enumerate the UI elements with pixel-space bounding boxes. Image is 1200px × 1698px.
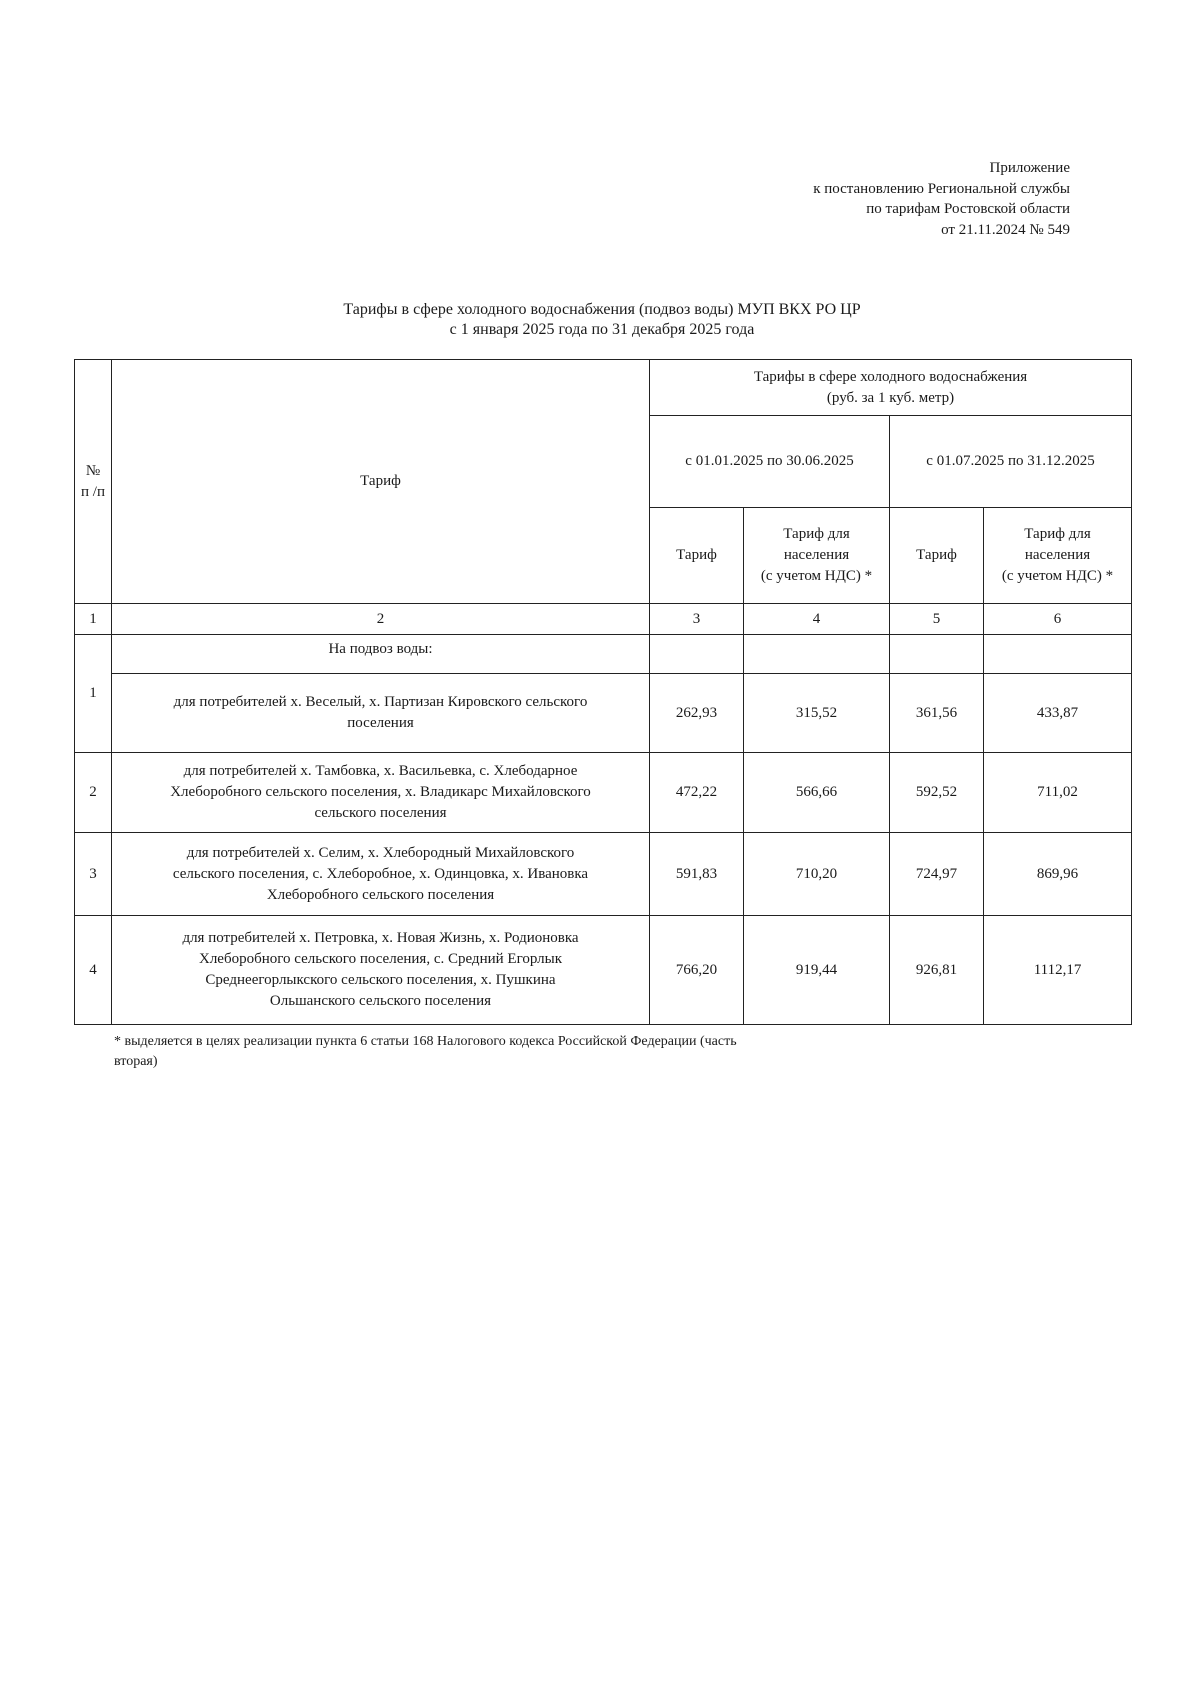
footnote: * выделяется в целях реализации пункта 6 статьи 168 Налогового кодекса Российской Федерации (часть вторая) xyxy=(114,1034,737,1069)
header-sub-tariff: Тариф xyxy=(890,508,984,604)
title-line: Тарифы в сфере холодного водоснабжения (подвоз воды) МУП ВКХ РО ЦР xyxy=(343,301,861,318)
header-period-1: с 01.01.2025 по 30.06.2025 xyxy=(650,416,890,508)
table-row xyxy=(75,833,1132,916)
empty-cell xyxy=(650,635,744,674)
population-tariff-value: 315,52 xyxy=(744,674,890,753)
column-number: 5 xyxy=(890,604,984,635)
column-number: 1 xyxy=(75,604,112,635)
population-tariff-value: 711,02 xyxy=(984,753,1132,833)
appendix-date-number: от 21.11.2024 № 549 xyxy=(941,221,1070,238)
empty-cell xyxy=(984,635,1132,674)
empty-cell xyxy=(890,635,984,674)
section-row xyxy=(75,635,1132,674)
row-description: для потребителей х. Селим, х. Хлебородный Михайловского сельского поселения, с. Хлеборобное, х. Одинцовка, х. Ивановка Хлеборобного сельского поселения xyxy=(112,833,650,916)
tariff-value: 591,83 xyxy=(650,833,744,916)
population-tariff-value: 869,96 xyxy=(984,833,1132,916)
column-number: 3 xyxy=(650,604,744,635)
appendix-block xyxy=(813,158,1070,240)
header-num: № п /п xyxy=(75,360,112,604)
row-number: 4 xyxy=(75,916,112,1025)
header-sub-population: Тариф для населения (с учетом НДС) * xyxy=(744,508,890,604)
row-description: для потребителей х. Петровка, х. Новая Жизнь, х. Родионовка Хлеборобного сельского поселения, с. Средний Егорлык Среднеегорлыкского сельского поселения, х. Пушкина Ольшанского сельского поселения xyxy=(112,916,650,1025)
header-tariff: Тариф xyxy=(112,360,650,604)
tariff-value: 724,97 xyxy=(890,833,984,916)
column-number: 6 xyxy=(984,604,1132,635)
population-tariff-value: 1112,17 xyxy=(984,916,1132,1025)
empty-cell xyxy=(744,635,890,674)
header-sub-population: Тариф для населения (с учетом НДС) * xyxy=(984,508,1132,604)
header-sub-tariff: Тариф xyxy=(650,508,744,604)
population-tariff-value: 433,87 xyxy=(984,674,1132,753)
row-number: 3 xyxy=(75,833,112,916)
header-period-2: с 01.07.2025 по 31.12.2025 xyxy=(890,416,1132,508)
appendix-line: к постановлению Региональной службы xyxy=(813,180,1070,197)
tariff-table xyxy=(74,359,1132,1025)
column-number: 2 xyxy=(112,604,650,635)
header-group: Тарифы в сфере холодного водоснабжения (руб. за 1 куб. метр) xyxy=(650,360,1132,416)
column-number-row xyxy=(75,604,1132,635)
row-number: 1 xyxy=(75,635,112,753)
population-tariff-value: 710,20 xyxy=(744,833,890,916)
tariff-value: 262,93 xyxy=(650,674,744,753)
tariff-value: 592,52 xyxy=(890,753,984,833)
row-description: для потребителей х. Тамбовка, х. Васильевка, с. Хлебодарное Хлеборобного сельского поселения, х. Владикарс Михайловского сельского поселения xyxy=(112,753,650,833)
tariff-value: 361,56 xyxy=(890,674,984,753)
row-number: 2 xyxy=(75,753,112,833)
table-row xyxy=(75,674,1132,753)
appendix-line: Приложение xyxy=(989,160,1070,176)
appendix-line: по тарифам Ростовской области xyxy=(866,201,1070,217)
table-row xyxy=(75,916,1132,1025)
tariff-value: 766,20 xyxy=(650,916,744,1025)
column-number: 4 xyxy=(744,604,890,635)
table-row xyxy=(75,753,1132,833)
header-row-group xyxy=(75,360,1132,416)
tariff-value: 472,22 xyxy=(650,753,744,833)
population-tariff-value: 919,44 xyxy=(744,916,890,1025)
title-period: с 1 января 2025 года по 31 декабря 2025 года xyxy=(449,321,755,338)
population-tariff-value: 566,66 xyxy=(744,753,890,833)
section-label: На подвоз воды: xyxy=(112,635,650,674)
tariff-value: 926,81 xyxy=(890,916,984,1025)
document-title xyxy=(74,300,1130,340)
row-description: для потребителей х. Веселый, х. Партизан Кировского сельского поселения xyxy=(112,674,650,753)
